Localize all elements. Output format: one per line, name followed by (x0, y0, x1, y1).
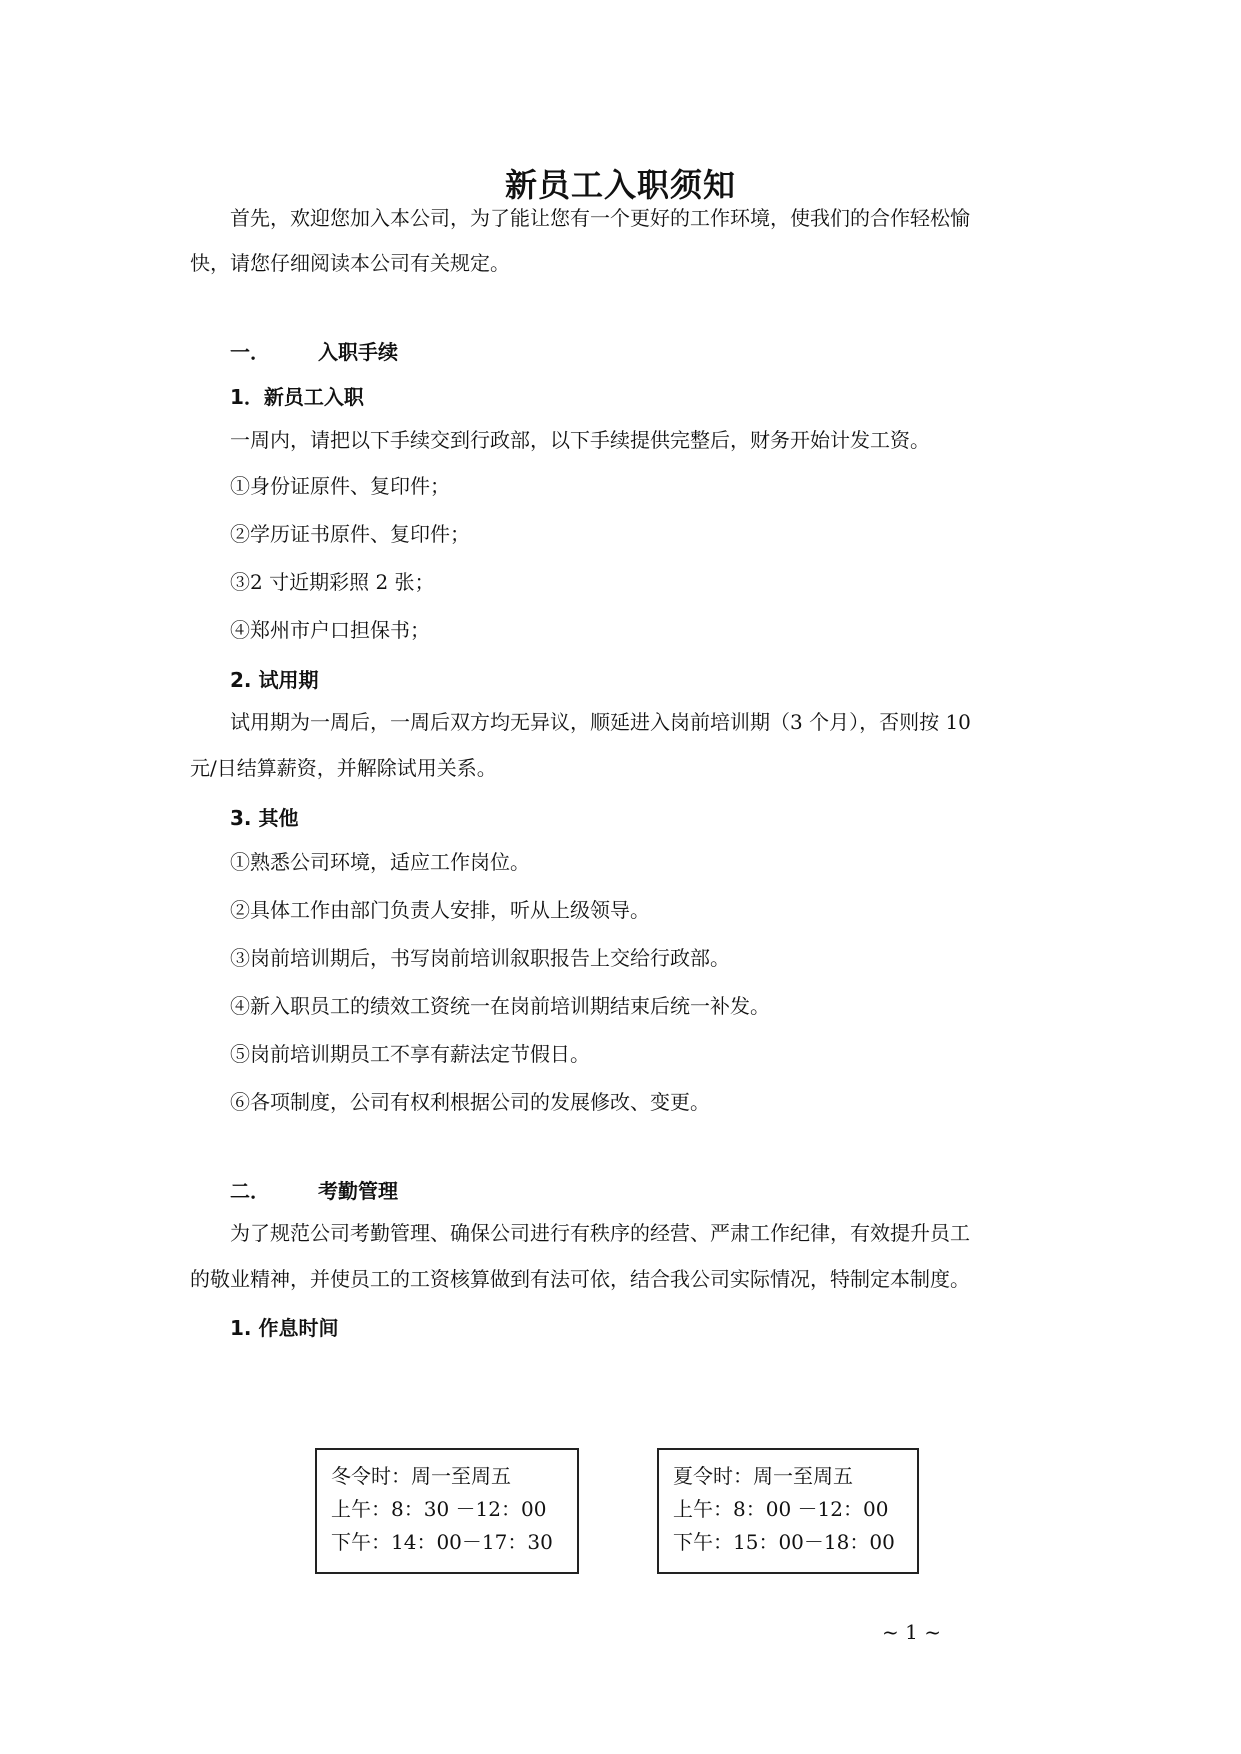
probation-line-2: 元/日结算薪资，并解除试用关系。 (190, 756, 497, 780)
list-item: ⑥各项制度，公司有权利根据公司的发展修改、变更。 (230, 1090, 710, 1114)
section-2-title: 考勤管理 (318, 1179, 398, 1203)
list-item: ③2 寸近期彩照 2 张； (230, 570, 435, 594)
winter-morning-hours: 上午：8：30 －12：00 (331, 1497, 547, 1521)
new-employee-desc: 一周内，请把以下手续交到行政部，以下手续提供完整后，财务开始计发工资。 (230, 428, 930, 452)
summer-schedule-title: 夏令时：周一至周五 (673, 1464, 853, 1488)
intro-line-1: 首先，欢迎您加入本公司，为了能让您有一个更好的工作环境，使我们的合作轻松愉 (230, 206, 970, 230)
section-1-title: 入职手续 (318, 340, 398, 364)
attendance-intro-line-2: 的敬业精神，并使员工的工资核算做到有法可依，结合我公司实际情况，特制定本制度。 (190, 1267, 970, 1291)
subsection-other-heading: 3. 其他 (230, 806, 299, 830)
page-number: ~ 1 ~ (882, 1620, 941, 1644)
list-item: ④新入职员工的绩效工资统一在岗前培训期结束后统一补发。 (230, 994, 770, 1018)
section-1-number: 一． (230, 340, 270, 364)
subsection-probation-heading: 2. 试用期 (230, 668, 319, 692)
page-title: 新员工入职须知 (504, 166, 736, 204)
subsection-new-employee-heading: 1．新员工入职 (230, 385, 364, 409)
winter-schedule-box (315, 1448, 579, 1574)
summer-schedule-box (657, 1448, 919, 1574)
list-item: ③岗前培训期后，书写岗前培训叙职报告上交给行政部。 (230, 946, 730, 970)
list-item: ①熟悉公司环境，适应工作岗位。 (230, 850, 530, 874)
list-item: ①身份证原件、复印件； (230, 474, 450, 498)
summer-afternoon-hours: 下午：15：00－18：00 (673, 1530, 895, 1554)
list-item: ④郑州市户口担保书； (230, 618, 430, 642)
subsection-work-hours-heading: 1. 作息时间 (230, 1316, 339, 1340)
intro-line-2: 快，请您仔细阅读本公司有关规定。 (190, 251, 510, 275)
summer-morning-hours: 上午：8：00 －12：00 (673, 1497, 889, 1521)
list-item: ⑤岗前培训期员工不享有薪法定节假日。 (230, 1042, 590, 1066)
attendance-intro-line-1: 为了规范公司考勤管理、确保公司进行有秩序的经营、严肃工作纪律，有效提升员工 (230, 1221, 970, 1245)
list-item: ②学历证书原件、复印件； (230, 522, 470, 546)
winter-afternoon-hours: 下午：14：00－17：30 (331, 1530, 553, 1554)
list-item: ②具体工作由部门负责人安排，听从上级领导。 (230, 898, 650, 922)
winter-schedule-title: 冬令时：周一至周五 (331, 1464, 511, 1488)
probation-line-1: 试用期为一周后，一周后双方均无异议，顺延进入岗前培训期（3 个月），否则按 10 (230, 710, 971, 734)
section-2-number: 二． (230, 1179, 270, 1203)
